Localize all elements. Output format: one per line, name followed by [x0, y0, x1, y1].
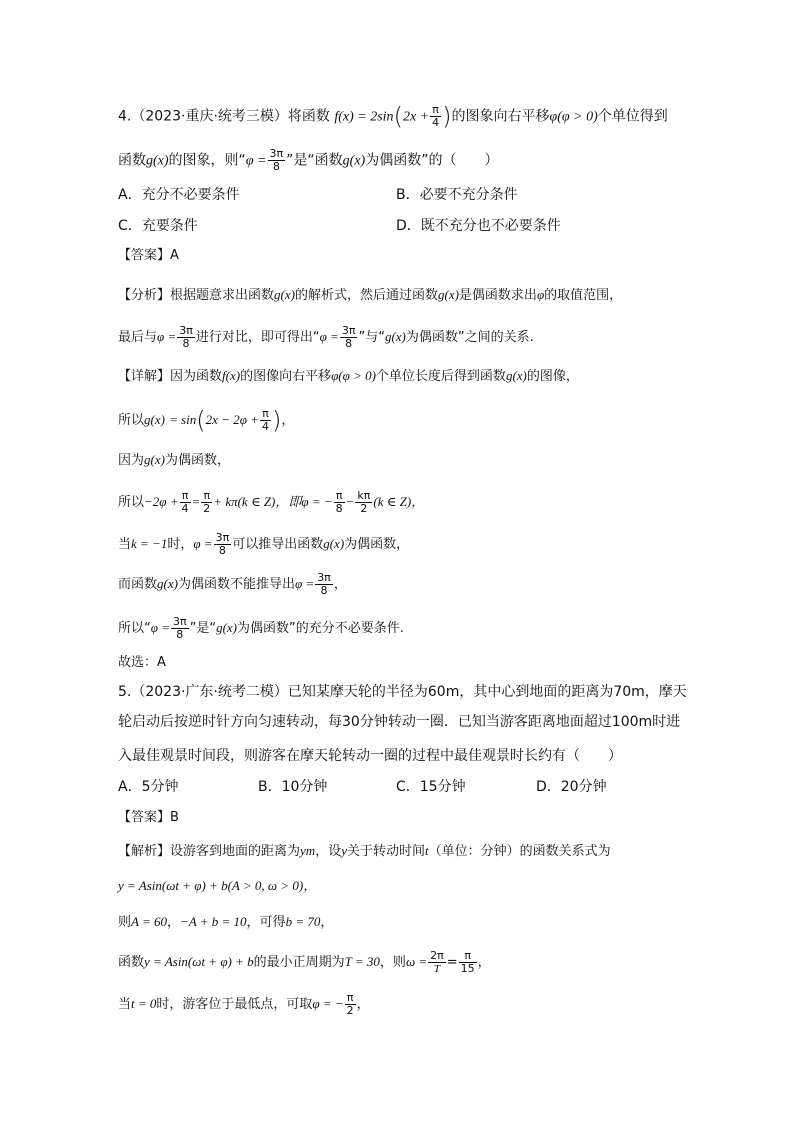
- q4-detail-line4: [118, 490, 424, 515]
- q5-solution-line5: [118, 992, 370, 1017]
- fraction-kpi-2: $\frac{k\pi}{2}$: [357, 489, 371, 515]
- text: ，: [356, 997, 370, 1012]
- fraction-3pi-8: $\frac{3\pi}{8}$: [172, 615, 187, 641]
- text: 则: [118, 915, 132, 930]
- function-form: y = Asin(ωt + φ) + b(A > 0, ω > 0)，: [118, 878, 317, 893]
- g-x: g(x): [437, 287, 459, 302]
- q4-stem-text: 个单位得到: [597, 108, 668, 125]
- text: ”是“函数: [286, 152, 343, 169]
- phi: φ: [536, 287, 545, 302]
- f-expression: f(x) = 2sin: [334, 109, 394, 125]
- g-x: g(x): [146, 153, 169, 169]
- function-form: y = Asin(ωt + φ) + b: [144, 954, 254, 969]
- q4-stem-line1: [118, 104, 668, 129]
- text: ，设: [315, 844, 342, 859]
- k-value: k = −1: [131, 536, 168, 551]
- q4-answer: [118, 246, 179, 266]
- text: 而函数: [118, 577, 158, 592]
- fraction-2pi-T: $\frac{2\pi}{T}$: [430, 949, 444, 975]
- paren-left: (: [196, 406, 206, 435]
- paren-left: (: [393, 102, 403, 131]
- fraction-pi-4: $\frac{\pi}{4}$: [181, 489, 189, 515]
- q4-choose: 故选：A: [118, 655, 166, 670]
- q5-solution-line4: 函数y = Asin(ωt + φ) + b的最小正周期为T = 30，则ω = $\frac{2\pi}{T}$ = $\frac{\pi}{15}$ ，: [118, 949, 491, 975]
- fraction-pi-15: $\frac{\pi}{15}$: [460, 949, 475, 975]
- q5-option-b[interactable]: B．10分钟: [258, 779, 328, 795]
- paren-right: ): [271, 406, 282, 435]
- sin-expr: = sin: [169, 412, 197, 427]
- q4-option-d[interactable]: D．既不充分也不必要条件: [396, 218, 561, 234]
- phi-eq: φ =: [193, 536, 213, 551]
- text: 当: [118, 997, 132, 1012]
- text: （单位：分钟）的函数关系式为: [428, 844, 611, 859]
- text: ”是“: [189, 621, 217, 636]
- answer-value: A: [170, 248, 179, 263]
- fraction-3pi-8: $\frac{3\pi}{8}$: [317, 571, 331, 597]
- solution-tag: 【解析】: [118, 844, 171, 859]
- fraction-pi-8: $\frac{\pi}{8}$: [335, 489, 343, 515]
- q4-option-b[interactable]: B．必要不充分条件: [396, 187, 518, 203]
- expr: + kπ(k ∈ Z)，即: [213, 494, 302, 509]
- text: 最后与: [118, 330, 158, 345]
- period: T = 30: [344, 954, 380, 969]
- fraction-pi-4: $\frac{\pi}{4}$: [261, 407, 269, 433]
- g-x: g(x): [216, 620, 238, 635]
- text: 当: [118, 537, 132, 552]
- q4-detail-line7: [118, 616, 404, 641]
- phi-eq: φ =: [245, 153, 267, 169]
- text: 所以: [118, 413, 145, 428]
- equals: =: [191, 494, 201, 509]
- fraction-pi-2: $\frac{\pi}{2}$: [203, 489, 211, 515]
- text: 为偶函数”的（ ）: [365, 152, 499, 169]
- answer-tag: 【答案】: [118, 810, 171, 825]
- y: y: [341, 843, 347, 858]
- answer-value: B: [170, 810, 179, 825]
- q5-option-a[interactable]: A．5分钟: [118, 779, 179, 795]
- t: t: [425, 843, 429, 858]
- q5-solution-line1: [118, 841, 611, 862]
- q5-option-c[interactable]: C．15分钟: [396, 779, 466, 795]
- text: ，: [333, 577, 347, 592]
- text: 函数: [118, 955, 145, 970]
- detail-tag: 【详解】: [118, 369, 171, 384]
- phi-condition: φ(φ > 0): [549, 109, 598, 125]
- text: 时，游客位于最低点，可取: [156, 997, 313, 1012]
- fraction-3pi-8: $\frac{3\pi}{8}$: [179, 324, 193, 350]
- analysis-tag: 【分析】: [118, 288, 171, 303]
- text: 为偶函数，: [164, 453, 230, 468]
- q5-stem-line2: 轮启动后按逆时针方向匀速转动，每30分钟转动一圈．已知当游客距离地面超过100m时进: [118, 714, 681, 730]
- g-x: g(x): [323, 536, 345, 551]
- q5-stem-line3: 入最佳观景时间段，则游客在摩天轮转动一圈的过程中最佳观景时长约有（ ）: [118, 748, 622, 764]
- g-x: g(x): [144, 412, 165, 427]
- text: 为偶函数，: [344, 537, 410, 552]
- expr: φ = −: [301, 494, 333, 509]
- text: ，: [281, 413, 295, 428]
- inner-expr: 2x +: [402, 109, 430, 125]
- q4-detail-line5: [118, 532, 409, 557]
- text: 的图像，: [526, 369, 579, 384]
- q4-source: （2023·重庆·统考三模）: [131, 108, 288, 125]
- text: ，则: [379, 955, 406, 970]
- q5-solution-line3: [118, 912, 333, 933]
- text: ，: [477, 955, 491, 970]
- fraction-3pi-8: $\frac{3\pi}{8}$: [341, 324, 356, 350]
- text: 的图像向右平移: [240, 369, 332, 384]
- q4-detail-line6: [118, 572, 347, 597]
- q5-stem-line1: 5.（2023·广东·统考二模）已知某摩天轮的半径为60m，其中心到地面的距离为70m，摩天: [118, 684, 687, 700]
- q5-solution-line2: [118, 876, 316, 897]
- g-x: g(x): [342, 153, 366, 169]
- t-zero: t = 0: [131, 996, 157, 1011]
- q4-analysis-line2: [118, 325, 534, 350]
- phi-eq: φ =: [294, 576, 315, 591]
- phi-eq: φ =: [319, 329, 339, 344]
- g-x: g(x): [505, 368, 527, 383]
- text: 是偶函数求出: [458, 288, 537, 303]
- g-x: g(x): [274, 287, 295, 302]
- phi-condition: φ(φ > 0): [331, 368, 376, 383]
- g-x: g(x): [157, 576, 178, 591]
- phi-eq: φ =: [150, 620, 170, 635]
- expr: (k ∈ Z)，: [373, 494, 425, 509]
- text: ，: [320, 915, 334, 930]
- q4-detail-line1: [118, 366, 579, 387]
- fraction-pi-2: $\frac{\pi}{2}$: [346, 991, 354, 1017]
- text: 为偶函数”之间的关系.: [405, 330, 534, 345]
- equation: −A + b = 10: [180, 914, 247, 929]
- text: 的图象，则“: [168, 152, 246, 169]
- q4-detail-line2: [118, 408, 294, 433]
- g-x: g(x): [144, 452, 165, 467]
- text: ，: [167, 915, 181, 930]
- text: 因为: [118, 453, 145, 468]
- q4-stem-line2: [118, 148, 498, 173]
- q4-option-c[interactable]: C．充要条件: [118, 218, 198, 234]
- q4-stem-text: 的图象向右平移: [451, 108, 550, 125]
- q5-option-d[interactable]: D．20分钟: [536, 779, 607, 795]
- fraction-pi-4: $\frac{\pi}{4}$: [432, 103, 440, 129]
- g-x: g(x): [384, 329, 406, 344]
- text: 关于转动时间: [347, 844, 426, 859]
- text: 为偶函数”的充分不必要条件.: [237, 621, 404, 636]
- q4-number: 4.: [118, 108, 132, 125]
- q4-analysis-line1: [118, 285, 622, 306]
- text: 的取值范围，: [544, 288, 623, 303]
- text: ，可得: [246, 915, 286, 930]
- text: ”与“: [358, 330, 385, 345]
- text: 根据题意求出函数: [170, 288, 275, 303]
- paren-right: ): [442, 102, 452, 131]
- q4-stem-text: 将函数: [287, 108, 330, 125]
- fraction-3pi-8: $\frac{3\pi}{8}$: [215, 531, 230, 557]
- minus: −: [345, 494, 355, 509]
- inner-expr: 2x − 2φ +: [205, 412, 259, 427]
- text: 的最小正周期为: [253, 955, 345, 970]
- text: 进行对比，即可得出“: [195, 330, 320, 345]
- phi-eq: φ = −: [312, 996, 344, 1011]
- phi-eq: φ =: [157, 329, 177, 344]
- q4-option-a[interactable]: A．充分不必要条件: [118, 187, 240, 203]
- text: 所以: [118, 495, 145, 510]
- q4-detail-line3: [118, 450, 230, 471]
- expr: −2φ +: [144, 494, 179, 509]
- text: 可以推导出函数: [232, 537, 324, 552]
- answer-tag: 【答案】: [118, 248, 171, 263]
- omega-eq: ω =: [405, 954, 428, 969]
- a-value: A = 60: [131, 914, 167, 929]
- q5-answer: [118, 808, 179, 828]
- text: 所以“: [118, 621, 151, 636]
- text: 设游客到地面的距离为: [170, 844, 301, 859]
- text: 时，: [167, 537, 194, 552]
- b-value: b = 70: [285, 914, 321, 929]
- text: 的解析式，然后通过函数: [294, 288, 438, 303]
- text: 个单位长度后得到函数: [375, 369, 506, 384]
- text: 函数: [118, 152, 146, 169]
- y-m: ym: [300, 843, 316, 858]
- text: 因为函数: [170, 369, 223, 384]
- f-x: f(x): [222, 368, 241, 383]
- fraction-3pi-8: $\frac{3\pi}{8}$: [269, 147, 284, 173]
- text: 为偶函数不能推导出: [177, 577, 295, 592]
